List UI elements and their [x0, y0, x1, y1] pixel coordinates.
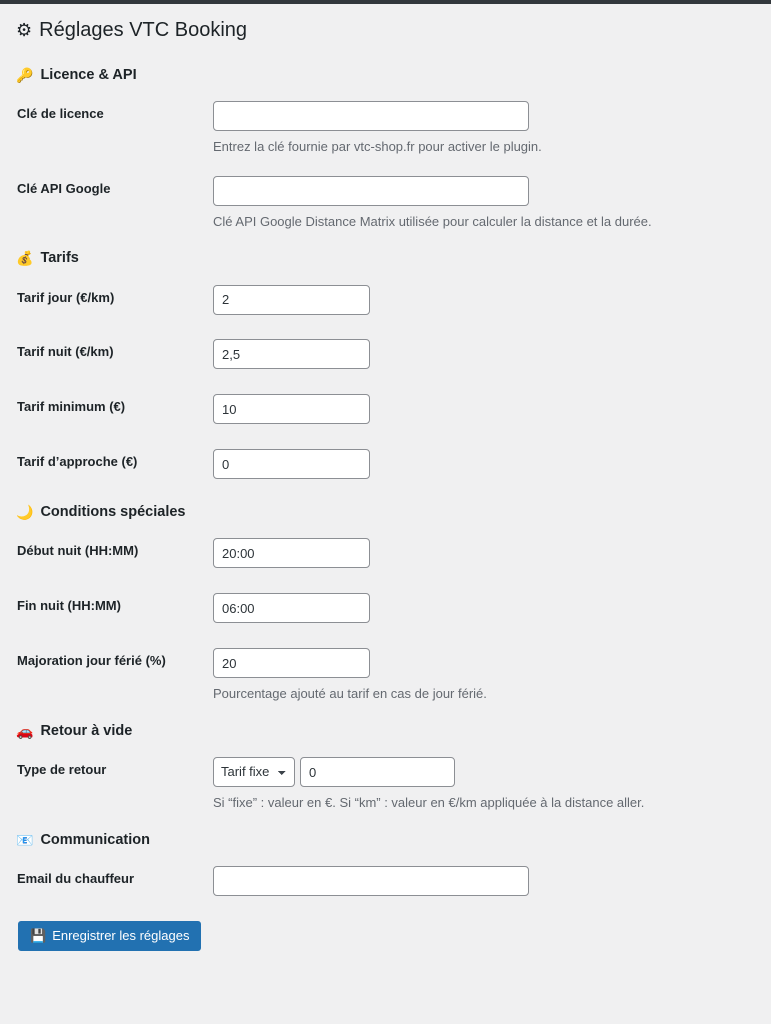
- section-title-licence-text: Licence & API: [40, 67, 137, 83]
- section-title-communication-text: Communication: [40, 831, 150, 848]
- section-title-retour: [16, 709, 755, 741]
- money-bag-icon: 💰: [16, 250, 34, 267]
- tarif-minimum-input[interactable]: [213, 394, 370, 424]
- field-row-email-chauffeur: [16, 852, 755, 907]
- fin-nuit-input[interactable]: [213, 593, 370, 623]
- section-title-conditions-text: Conditions spéciales: [40, 504, 186, 521]
- label-type-retour: Type de retour: [17, 762, 107, 778]
- field-cell-fin-nuit: [213, 579, 755, 634]
- field-row-tarif-minimum: [16, 380, 755, 435]
- form-table-conditions: [16, 524, 755, 708]
- section-title-licence: [16, 53, 755, 85]
- label-tarif-nuit: Tarif nuit (€/km): [17, 344, 114, 360]
- field-cell-tarif-approche: [213, 435, 755, 490]
- label-fin-nuit: Fin nuit (HH:MM): [17, 598, 121, 614]
- envelope-icon: 📧: [16, 831, 34, 848]
- save-settings-button-label: Enregistrer les réglages: [52, 927, 190, 943]
- licence-key-input[interactable]: [213, 101, 529, 131]
- tarif-nuit-input[interactable]: [213, 339, 370, 369]
- description-majoration-ferie: Pourcentage ajouté au tarif en cas de jour férié.: [213, 686, 487, 702]
- field-row-majoration-ferie: [16, 634, 755, 709]
- admin-bar-strip: [0, 0, 771, 4]
- field-cell-majoration-ferie: [213, 634, 755, 709]
- section-title-tarifs-text: Tarifs: [40, 250, 79, 267]
- debut-nuit-input[interactable]: [213, 538, 370, 568]
- field-row-tarif-nuit: [16, 325, 755, 380]
- email-chauffeur-input[interactable]: [213, 866, 529, 896]
- field-cell-type-retour: [213, 743, 755, 818]
- field-row-google-api-key: [16, 162, 755, 237]
- description-licence-key: Entrez la clé fournie par vtc-shop.fr pour activer le plugin.: [213, 139, 542, 155]
- form-table-tarifs: [16, 271, 755, 491]
- crescent-moon-icon: 🌙: [16, 504, 34, 521]
- form-table-licence: [16, 87, 755, 236]
- description-google-api-key: Clé API Google Distance Matrix utilisée pour calculer la distance et la durée.: [213, 213, 652, 229]
- type-retour-value-input[interactable]: [300, 757, 455, 787]
- type-retour-controls: [213, 757, 745, 787]
- description-type-retour: Si “fixe” : valeur en €. Si “km” : valeur en €/km appliquée à la distance aller.: [213, 795, 645, 811]
- tarif-approche-input[interactable]: [213, 449, 370, 479]
- label-email-chauffeur: Email du chauffeur: [17, 870, 135, 886]
- form-table-communication: [16, 852, 755, 907]
- label-tarif-jour: Tarif jour (€/km): [17, 289, 115, 305]
- save-settings-button[interactable]: [18, 921, 201, 951]
- label-majoration-ferie: Majoration jour férié (%): [17, 653, 166, 669]
- field-row-type-retour: [16, 743, 755, 818]
- field-cell-email-chauffeur: [213, 852, 755, 907]
- submit-area: [16, 907, 755, 951]
- page-title: [16, 0, 755, 53]
- field-row-tarif-approche: [16, 435, 755, 490]
- section-title-communication: [16, 818, 755, 850]
- field-cell-tarif-nuit: [213, 325, 755, 380]
- field-cell-debut-nuit: [213, 524, 755, 579]
- section-title-tarifs: [16, 236, 755, 268]
- field-cell-licence-key: [213, 87, 755, 162]
- google-api-key-input[interactable]: [213, 176, 529, 206]
- page-title-text: Réglages VTC Booking: [39, 19, 248, 41]
- field-row-tarif-jour: [16, 271, 755, 326]
- field-row-fin-nuit: [16, 579, 755, 634]
- tarif-jour-input[interactable]: [213, 285, 370, 315]
- majoration-ferie-input[interactable]: [213, 648, 370, 678]
- form-table-retour: [16, 743, 755, 818]
- field-cell-tarif-minimum: [213, 380, 755, 435]
- field-cell-google-api-key: [213, 162, 755, 237]
- field-row-licence-key: [16, 87, 755, 162]
- field-cell-tarif-jour: [213, 271, 755, 326]
- label-tarif-minimum: Tarif minimum (€): [17, 399, 126, 415]
- label-debut-nuit: Début nuit (HH:MM): [17, 543, 139, 559]
- field-row-debut-nuit: [16, 524, 755, 579]
- gear-icon: ⚙: [16, 20, 33, 40]
- label-google-api-key: Clé API Google: [17, 180, 111, 196]
- car-icon: 🚗: [16, 722, 34, 739]
- type-retour-select[interactable]: [213, 757, 295, 787]
- label-licence-key: Clé de licence: [17, 106, 104, 122]
- section-title-conditions: [16, 490, 755, 522]
- section-title-retour-text: Retour à vide: [40, 722, 133, 739]
- label-tarif-approche: Tarif d’approche (€): [17, 454, 138, 470]
- floppy-disk-icon: 💾: [30, 927, 47, 943]
- key-icon: 🔑: [16, 67, 34, 84]
